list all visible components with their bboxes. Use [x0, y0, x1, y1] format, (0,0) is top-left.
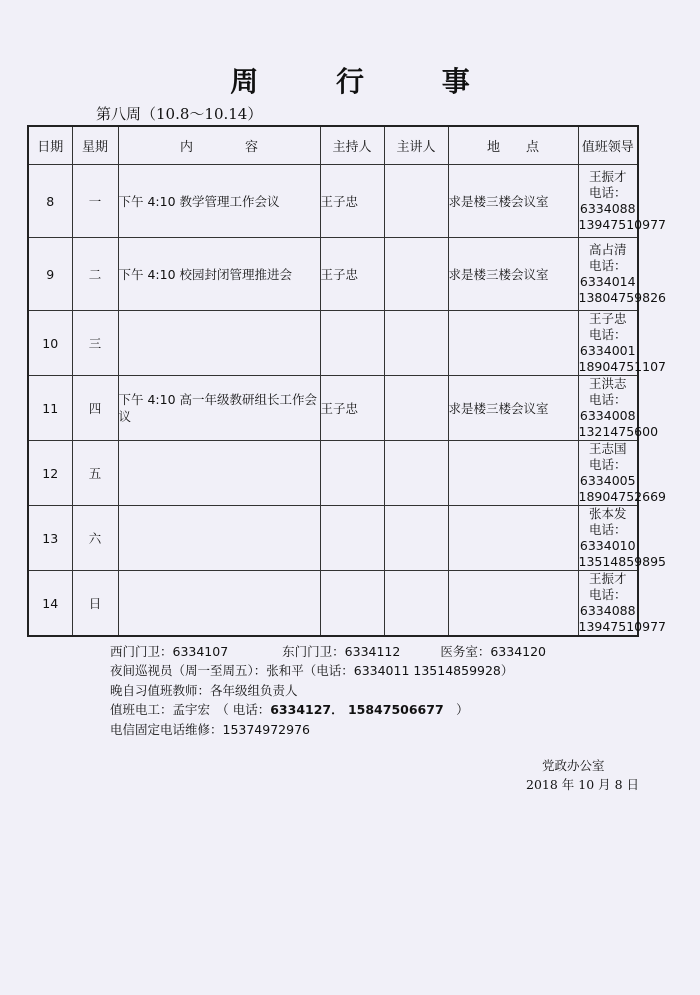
leader-mobile: 1321475600	[578, 424, 659, 439]
table-row	[28, 441, 638, 506]
evening-study-line: 晚自习值班教师：各年级组负责人	[110, 683, 298, 698]
leader-mobile: 13804759826	[578, 290, 666, 305]
row-leader	[578, 376, 659, 441]
row-speaker	[384, 376, 448, 441]
row-date: 14	[28, 571, 72, 637]
electrician-label: 值班电工：孟宇宏 （ 电话：	[110, 702, 271, 717]
row-host: 王子忠	[320, 376, 384, 441]
row-content: 下午 4:10 校园封闭管理推进会	[118, 238, 320, 311]
table-row	[28, 238, 638, 311]
row-date: 8	[28, 165, 72, 238]
row-speaker	[384, 441, 448, 506]
row-host	[320, 441, 384, 506]
row-place	[448, 571, 578, 637]
clinic-phone: 医务室：6334120	[440, 644, 547, 659]
leader-name: 高占清	[588, 242, 627, 257]
row-leader	[578, 571, 666, 637]
row-speaker	[384, 571, 448, 637]
header-content: 内 容	[118, 126, 320, 165]
row-weekday: 五	[72, 441, 118, 506]
header-host: 主持人	[320, 126, 384, 165]
table-row	[28, 571, 638, 637]
row-place	[448, 441, 578, 506]
row-weekday: 四	[72, 376, 118, 441]
row-leader	[578, 506, 666, 571]
row-date: 12	[28, 441, 72, 506]
row-place	[448, 311, 578, 376]
table-row	[28, 376, 638, 441]
row-host: 王子忠	[320, 165, 384, 238]
leader-mobile: 13947510977	[578, 217, 666, 232]
telecom-repair-line: 电信固定电话维修：15374972976	[110, 722, 310, 737]
leader-phone: 电话：6334014	[579, 258, 636, 289]
row-content	[118, 311, 320, 376]
page-title: 周 行 事	[230, 65, 504, 98]
leader-name: 王志国	[588, 441, 627, 456]
row-place: 求是楼三楼会议室	[448, 376, 578, 441]
row-date: 9	[28, 238, 72, 311]
row-weekday: 二	[72, 238, 118, 311]
leader-name: 王洪志	[588, 376, 627, 391]
table-row	[28, 165, 638, 238]
row-leader	[578, 441, 666, 506]
header-leader: 值班领导	[578, 126, 638, 165]
row-content	[118, 441, 320, 506]
row-content	[118, 506, 320, 571]
leader-phone: 电话：6334088	[579, 185, 636, 216]
row-content: 下午 4:10 教学管理工作会议	[118, 165, 320, 238]
gate-phones-line	[110, 642, 546, 660]
row-weekday: 六	[72, 506, 118, 571]
electrician-suffix: ）	[443, 702, 469, 717]
row-host	[320, 506, 384, 571]
row-leader	[578, 238, 666, 311]
row-host	[320, 571, 384, 637]
table-row	[28, 506, 638, 571]
leader-name: 张本发	[588, 506, 627, 521]
issue-date: 2018 年 10 月 8 日	[526, 777, 640, 792]
row-place: 求是楼三楼会议室	[448, 165, 578, 238]
row-content	[118, 571, 320, 637]
leader-phone: 电话：6334010	[579, 522, 636, 553]
header-date: 日期	[28, 126, 72, 165]
west-gate-phone: 西门门卫：6334107	[110, 644, 229, 659]
leader-mobile: 13947510977	[578, 619, 666, 634]
row-leader	[578, 311, 666, 376]
row-speaker	[384, 506, 448, 571]
row-weekday: 一	[72, 165, 118, 238]
row-date: 13	[28, 506, 72, 571]
row-weekday: 三	[72, 311, 118, 376]
row-content: 下午 4:10 高一年级教研组长工作会议	[118, 376, 320, 441]
row-place	[448, 506, 578, 571]
row-place: 求是楼三楼会议室	[448, 238, 578, 311]
row-leader	[578, 165, 666, 238]
week-label: 第八周（10.8～10.14）	[96, 105, 263, 123]
row-speaker	[384, 311, 448, 376]
leader-name: 王振才	[588, 169, 627, 184]
electrician-phones: 6334127． 15847506677	[270, 702, 444, 717]
schedule-table	[27, 125, 666, 637]
leader-name: 王子忠	[588, 311, 627, 326]
row-speaker	[384, 165, 448, 238]
night-patrol-line: 夜间巡视员（周一至周五）：张和平（电话：6334011 13514859928）	[110, 663, 514, 678]
row-speaker	[384, 238, 448, 311]
leader-mobile: 18904751107	[578, 359, 666, 374]
leader-phone: 电话：6334005	[579, 457, 636, 488]
table-header-row	[28, 126, 638, 165]
row-host: 王子忠	[320, 238, 384, 311]
header-weekday: 星期	[72, 126, 118, 165]
header-speaker: 主讲人	[384, 126, 448, 165]
issuing-office: 党政办公室	[542, 758, 605, 773]
leader-mobile: 18904752669	[578, 489, 666, 504]
header-place: 地 点	[448, 126, 578, 165]
table-row	[28, 311, 638, 376]
leader-phone: 电话：6334001	[579, 327, 636, 358]
east-gate-phone: 东门门卫：6334112	[282, 644, 401, 659]
row-host	[320, 311, 384, 376]
leader-name: 王振才	[588, 571, 627, 586]
row-date: 11	[28, 376, 72, 441]
leader-phone: 电话：6334088	[579, 587, 636, 618]
leader-phone: 电话：6334008	[579, 392, 636, 423]
electrician-line	[110, 700, 469, 718]
leader-mobile: 13514859895	[578, 554, 666, 569]
row-date: 10	[28, 311, 72, 376]
row-weekday: 日	[72, 571, 118, 637]
